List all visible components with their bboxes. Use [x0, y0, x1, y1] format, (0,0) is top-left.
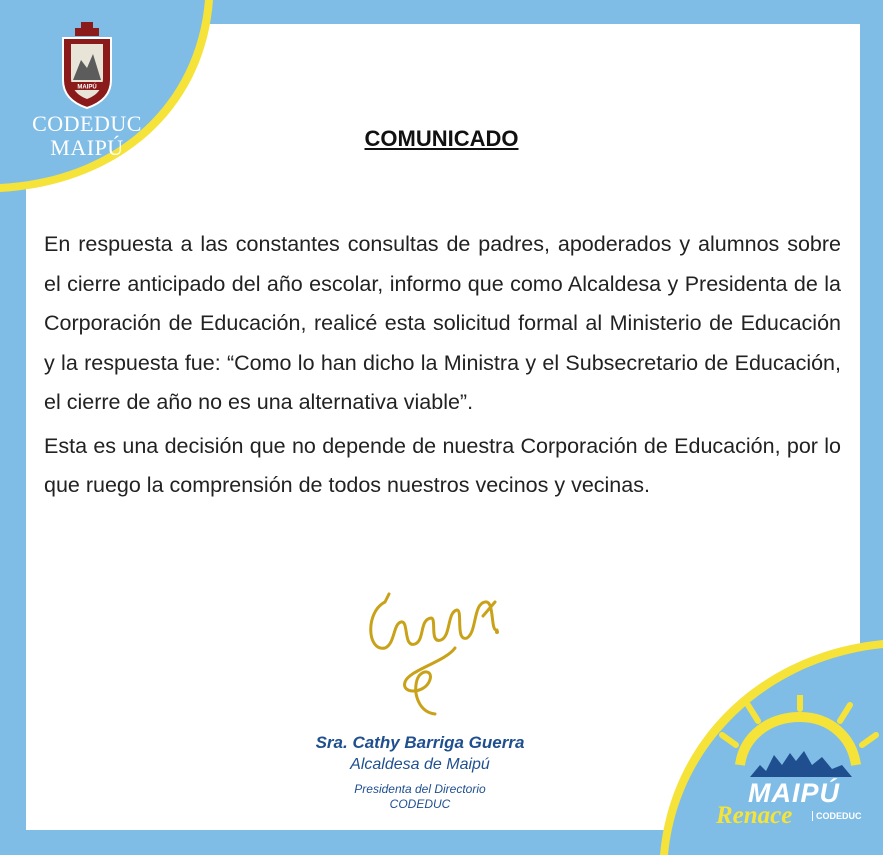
crest-icon	[57, 20, 117, 110]
document-body	[44, 225, 841, 510]
document-title: COMUNICADO	[364, 126, 519, 151]
signatory-name: Sra. Cathy Barriga Guerra	[315, 733, 525, 752]
org-name-line2: MAIPÚ	[50, 135, 124, 160]
codeduc-wordmark: CODEDUC	[812, 811, 862, 821]
signatory-organization: CODEDUC	[389, 797, 451, 811]
paragraph-1: En respuesta a las constantes consultas de padres, apoderados y alumnos sobre el cierre anticipado del año escolar, informo que como Alcaldesa y Presidenta de la Corporación de Educación, realicé esta solicitud formal al Ministerio de Educación y la respuesta fue: “Como lo han dicho la Ministra y el Subsecretario de Educación, el cierre de año no es una alternativa viable”.	[44, 232, 841, 414]
handwritten-signature	[345, 582, 515, 722]
svg-text:MAIPÚ: MAIPÚ	[77, 84, 97, 91]
renace-wordmark: Renace	[716, 802, 793, 829]
org-name-line1: CODEDUC	[32, 111, 142, 136]
paragraph-2: Esta es una decisión que no depende de nuestra Corporación de Educación, por lo que ruego la comprensión de todos nuestros vecinos y vecinas.	[44, 433, 841, 497]
signatory-subtitle: Presidenta del Directorio	[354, 782, 486, 796]
maipu-wordmark: MAIPÚ	[748, 778, 840, 808]
signatory-role: Alcaldesa de Maipú	[350, 756, 490, 773]
